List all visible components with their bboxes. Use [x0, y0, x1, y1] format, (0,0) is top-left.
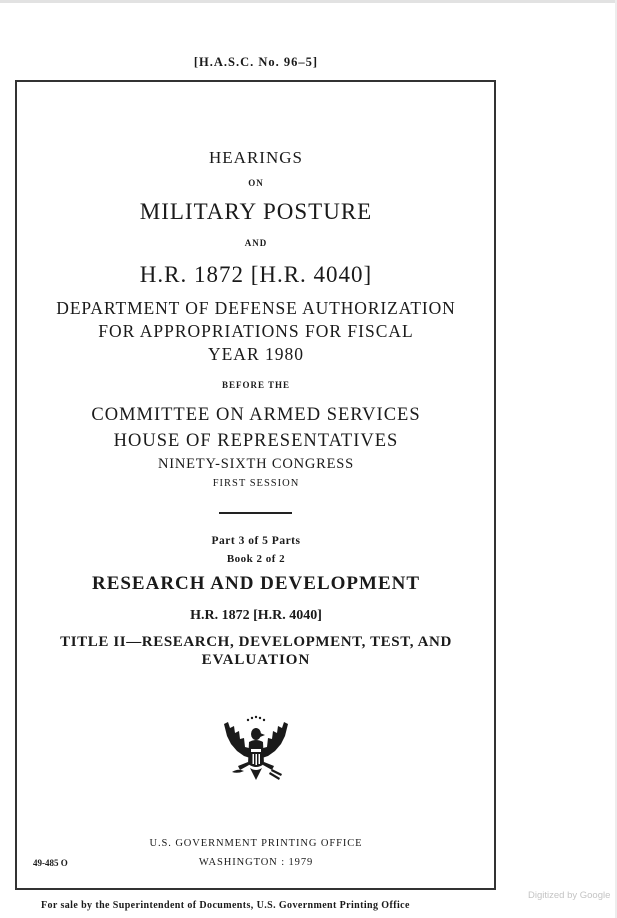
house-name: HOUSE OF REPRESENTATIVES	[113, 431, 399, 451]
printer-name: U.S. GOVERNMENT PRINTING OFFICE	[149, 838, 363, 849]
before-the-label: BEFORE THE	[221, 380, 291, 390]
bill-number: H.R. 1872 [H.R. 4040]	[139, 262, 373, 287]
sale-note: For sale by the Superintendent of Documents, U.S. Government Printing Office	[41, 900, 410, 911]
title-line-2: EVALUATION	[201, 652, 311, 668]
on-label: ON	[248, 178, 264, 188]
committee-name: COMMITTEE ON ARMED SERVICES	[91, 405, 421, 425]
title-line-1: TITLE II—RESEARCH, DEVELOPMENT, TEST, AND	[60, 634, 452, 650]
city-year: WASHINGTON : 1979	[198, 857, 314, 868]
hearings-heading: HEARINGS	[209, 148, 303, 167]
stock-number: 49-485 O	[33, 858, 68, 868]
part-label: Part 3 of 5 Parts	[211, 535, 301, 547]
authorization-line-1: DEPARTMENT OF DEFENSE AUTHORIZATION	[56, 298, 456, 318]
header-code: [H.A.S.C. No. 96–5]	[193, 55, 319, 69]
book-label: Book 2 of 2	[226, 553, 286, 565]
subject-title: MILITARY POSTURE	[139, 199, 373, 224]
section-divider	[219, 512, 292, 514]
bill-number-repeat: H.R. 1872 [H.R. 4040]	[190, 608, 322, 623]
authorization-line-2: FOR APPROPRIATIONS FOR FISCAL	[98, 321, 414, 341]
congress-name: NINETY-SIXTH CONGRESS	[157, 456, 355, 472]
session-name: FIRST SESSION	[212, 478, 300, 489]
eagle-seal-icon	[218, 714, 294, 790]
authorization-line-3: YEAR 1980	[207, 344, 304, 364]
digitized-watermark: Digitized by Google	[528, 890, 611, 901]
topic-title: RESEARCH AND DEVELOPMENT	[91, 573, 421, 594]
page-top-edge	[0, 0, 617, 3]
and-label: AND	[244, 238, 268, 248]
